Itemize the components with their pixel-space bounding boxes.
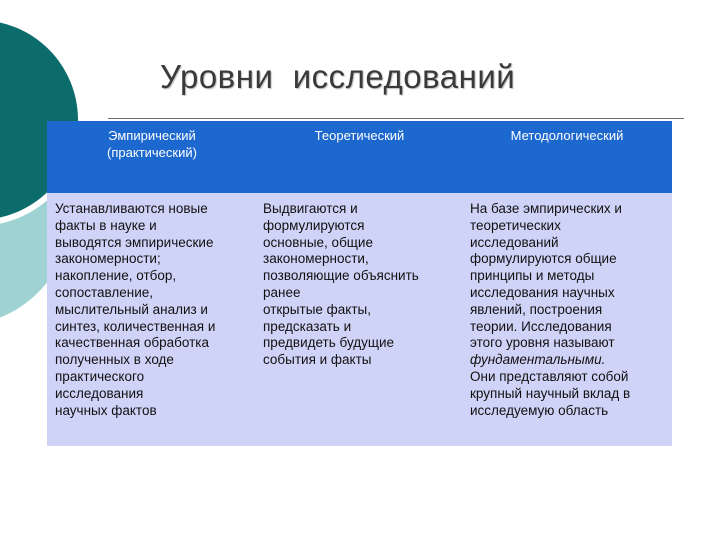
methodological-text-2: Они представляют собой крупный научный вклад в исследуемую область [470, 368, 631, 418]
header-empirical: Эмпирический (практический) [107, 128, 197, 160]
header-methodological: Методологический [510, 128, 624, 143]
methodological-emphasis: фундаментальными. [470, 352, 606, 368]
cell-empirical: Устанавливаются новые факты в науке и выводятся эмпирические закономерности; накопление, отбор, сопоставление, мыслительный анализ и синтез, количественная и качественная обработка полученных в ходе практического исследования научных фактов [55, 201, 216, 418]
cell-theoretical: Выдвигаются и формулируются основные, общие закономерности, позволяющие объяснить ранее открытые факты, предсказать и предвидеть будущие события и факты [263, 201, 419, 368]
methodological-text-1: На базе эмпирических и теоретических исследований формулируются общие принципы и методы исследования научных явлений, построения теории. Исследования этого уровня называют [470, 201, 622, 351]
table-header-row [47, 121, 672, 193]
slide-title: Уровни исследований [160, 58, 516, 95]
header-theoretical: Теоретический [314, 128, 405, 143]
levels-table [47, 121, 672, 446]
table-body-row [47, 193, 672, 446]
title-divider [108, 118, 684, 119]
cell-methodological [470, 201, 670, 419]
